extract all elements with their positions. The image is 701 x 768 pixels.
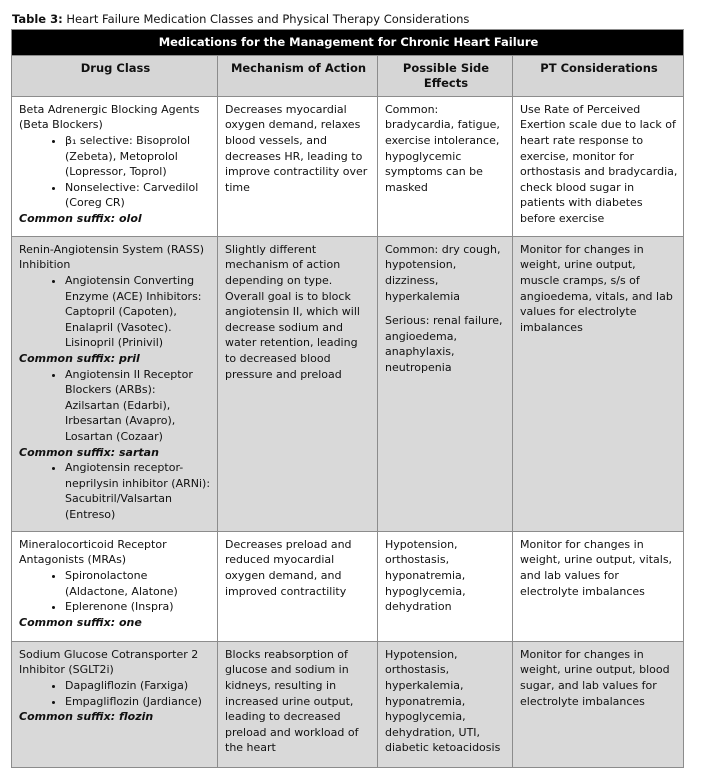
drug-list-item: • β₁ selective: Bisoprolol (Zebeta), Metoprolol (Lopressor, Toprol) [65,133,212,180]
drug-class-name: Antagonists (MRAs) [19,553,127,567]
table-row-rass [12,236,684,531]
drug-list [19,367,212,445]
pt-considerations-cell: Use Rate of Perceived Exertion scale due to lack of heart rate response to exercise, monitor for orthostasis and bradycardia, check blood sugar in patients with diabetes before exercise [513,96,684,236]
table-caption [12,12,469,26]
drug-list [19,568,212,615]
mechanism-cell: Blocks reabsorption of glucose and sodium in kidneys, resulting in increased urine output, leading to decreased preload and workload of the heart [218,641,378,767]
spacer [385,304,507,313]
drug-class-cell [12,641,218,767]
drug-list-item: • Nonselective: Carvedilol (Coreg CR) [65,180,212,211]
table-header-row [12,55,684,96]
pt-considerations-cell: Monitor for changes in weight, urine output, blood sugar, and lab values for electrolyte imbalances [513,641,684,767]
caption-label: Table 3: [12,12,63,26]
drug-class-name: Inhibitor (SGLT2i) [19,663,114,677]
drug-list [19,678,212,709]
column-header-mechanism: Mechanism of Action [218,55,378,96]
drug-class-name: Beta Adrenergic Blocking Agents [19,102,200,116]
pt-considerations-cell: Monitor for changes in weight, urine output, muscle cramps, s/s of angioedema, vitals, and lab values for electrolyte imbalances [513,236,684,531]
drug-class-cell [12,531,218,641]
drug-list [19,460,212,522]
mechanism-cell: Decreases myocardial oxygen demand, relaxes blood vessels, and decreases HR, leading to improve contractility over time [218,96,378,236]
common-suffix: Common suffix: flozin [19,710,154,724]
side-effects-cell: Hypotension, orthostasis, hyperkalemia, hyponatremia, hypoglycemia, dehydration, UTI, diabetic ketoacidosis [378,641,513,767]
pt-considerations-cell: Monitor for changes in weight, urine output, vitals, and lab values for electrolyte imbalances [513,531,684,641]
drug-list [19,133,212,211]
table-title: Medications for the Management for Chronic Heart Failure [12,30,684,56]
drug-list-item: • Angiotensin Converting Enzyme (ACE) Inhibitors: Captopril (Capoten), Enalapril (Vasotec). Lisinopril (Prinivil) [65,273,212,351]
drug-class-name: (Beta Blockers) [19,118,103,132]
side-effects-common: Common: dry cough, hypotension, dizziness, hyperkalemia [385,242,501,303]
side-effects-serious: Serious: renal failure, angioedema, anaphylaxis, neutropenia [385,314,503,374]
column-header-drug-class: Drug Class [12,55,218,96]
drug-list-item: • Spironolactone (Aldactone, Alatone) [65,568,212,599]
common-suffix: Common suffix: olol [19,211,142,225]
drug-list-item: • Angiotensin II Receptor Blockers (ARBs): Azilsartan (Edarbi), Irbesartan (Avapro), Losartan (Cozaar) [65,367,212,445]
drug-list-item: • Angiotensin receptor-neprilysin inhibitor (ARNi): Sacubitril/Valsartan (Entreso) [65,460,212,522]
common-suffix: Common suffix: sartan [19,445,159,459]
table-row-beta-blockers [12,96,684,236]
mechanism-cell: Decreases preload and reduced myocardial oxygen demand, and improved contractility [218,531,378,641]
drug-class-name: Mineralocorticoid Receptor [19,537,167,551]
drug-list-item: • Empagliflozin (Jardiance) [65,694,212,710]
medication-table [11,29,684,768]
drug-class-cell [12,96,218,236]
drug-class-cell [12,236,218,531]
drug-class-name: Renin-Angiotensin System (RASS) [19,242,205,256]
table-title-row [12,30,684,56]
drug-class-name: Sodium Glucose Cotransporter 2 [19,647,199,661]
caption-text: Heart Failure Medication Classes and Physical Therapy Considerations [66,12,470,26]
drug-class-name: Inhibition [19,258,71,272]
side-effects-cell: Common: bradycardia, fatigue, exercise intolerance, hypoglycemic symptoms can be masked [378,96,513,236]
mechanism-cell: Slightly different mechanism of action depending on type. Overall goal is to block angiotensin II, which will decrease sodium and water retention, leading to decreased blood pressure and preload [218,236,378,531]
column-header-side-effects: Possible Side Effects [378,55,513,96]
table-row-mras [12,531,684,641]
drug-list [19,273,212,351]
drug-list-item: • Eplerenone (Inspra) [65,599,212,615]
table-row-sglt2i [12,641,684,767]
common-suffix: Common suffix: one [19,615,142,629]
side-effects-cell: Hypotension, orthostasis, hyponatremia, hypoglycemia, dehydration [378,531,513,641]
side-effects-cell [378,236,513,531]
drug-list-item: • Dapagliflozin (Farxiga) [65,678,212,694]
common-suffix: Common suffix: pril [19,351,140,365]
column-header-pt-considerations: PT Considerations [513,55,684,96]
